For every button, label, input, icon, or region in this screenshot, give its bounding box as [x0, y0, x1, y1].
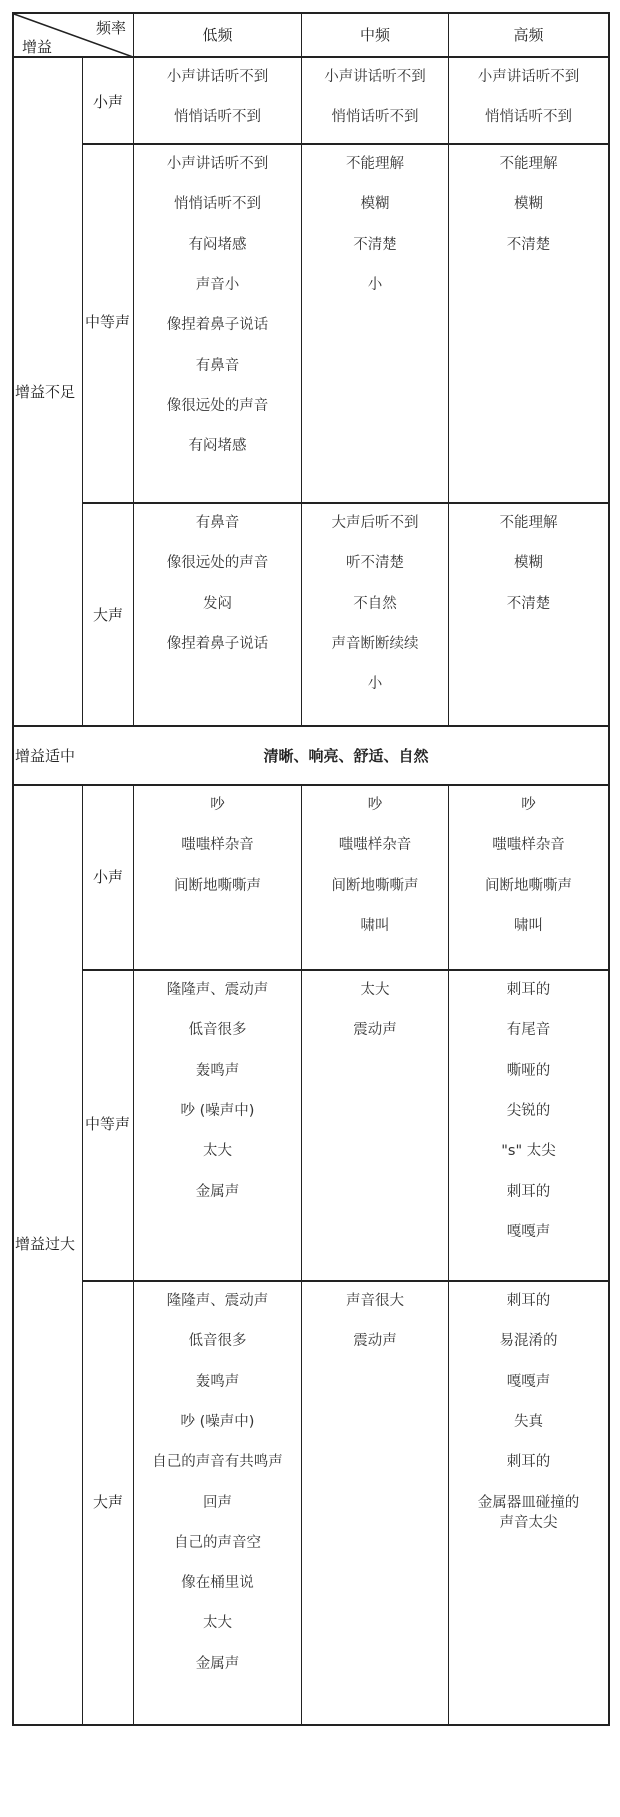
cell-item: 嗤嗤样杂音 [338, 837, 412, 854]
cell-item: 间断地嘶嘶声 [174, 877, 261, 894]
volume-label-loud: 大声 [93, 1493, 124, 1511]
cell-insufficient-loud-high [449, 504, 608, 725]
cell-item: 有闷堵感 [188, 438, 247, 455]
cell-item: 小声讲话听不到 [166, 69, 269, 85]
cell-item: 失真 [514, 1413, 543, 1430]
cell-excessive-loud-low [134, 1282, 301, 1724]
cell-item: 刺耳的 [506, 1454, 551, 1471]
cell-item: 吵 [367, 797, 383, 813]
cell-item: 不清楚 [506, 595, 551, 612]
cell-item: 吵 [210, 797, 225, 813]
cell-item: 低音很多 [188, 1022, 247, 1039]
cell-item: 声音小 [195, 276, 240, 293]
cell-item: 嘎嘎声 [506, 1223, 551, 1240]
section-label-excessive: 增益过大 [15, 1235, 76, 1253]
cell-item: 嗤嗤样杂音 [181, 837, 254, 854]
cell-item: 吵 (噪声中) [180, 1102, 255, 1119]
cell-item: 不清楚 [353, 236, 397, 253]
volume-label-soft: 小声 [93, 868, 124, 886]
column-divider [82, 784, 83, 1726]
cell-item: 模糊 [514, 196, 543, 213]
cell-item: 吵 (噪声中) [180, 1413, 255, 1430]
cell-item: 不能理解 [499, 515, 558, 531]
cell-item: 发闷 [203, 595, 232, 612]
cell-item: 啸叫 [360, 917, 390, 934]
cell-insufficient-soft-high [449, 58, 608, 143]
cell-item: "s" 太尖 [501, 1143, 556, 1160]
volume-label-medium: 中等声 [85, 313, 131, 331]
cell-excessive-soft-high [449, 786, 608, 969]
cell-item: 嘎嘎声 [506, 1373, 551, 1390]
cell-item: 刺耳的 [506, 1293, 551, 1309]
cell-excessive-medium-high [449, 971, 608, 1280]
cell-item: 啸叫 [514, 917, 543, 934]
cell-item: 金属声 [195, 1183, 240, 1200]
cell-item: 嘶哑的 [506, 1062, 551, 1079]
cell-item: 刺耳的 [506, 982, 551, 998]
volume-label-medium: 中等声 [85, 1115, 131, 1133]
cell-item: 小 [367, 676, 383, 693]
cell-item: 尖锐的 [506, 1102, 551, 1119]
cell-item: 像很远处的声音 [166, 555, 269, 572]
cell-item: 不清楚 [506, 236, 551, 253]
table-border-right [608, 12, 610, 1726]
cell-item: 模糊 [514, 555, 543, 572]
cell-item: 小声讲话听不到 [166, 156, 269, 172]
cell-item: 金属声 [195, 1655, 240, 1672]
cell-excessive-soft-low [134, 786, 301, 969]
cell-item: 悄悄话听不到 [174, 109, 261, 126]
corner-label-gain: 增益 [22, 38, 53, 56]
cell-item: 不能理解 [346, 156, 404, 172]
gain-frequency-table [12, 12, 610, 1807]
cell-excessive-loud-mid [302, 1282, 448, 1724]
cell-item: 太大 [203, 1143, 232, 1160]
cell-item: 声音断断续续 [331, 635, 419, 652]
cell-item: 悄悄话听不到 [174, 196, 261, 213]
cell-excessive-medium-mid [302, 971, 448, 1280]
cell-item: 回声 [203, 1494, 232, 1511]
cell-item: 轰鸣声 [195, 1062, 240, 1079]
column-header-low-label: 低频 [202, 26, 233, 44]
cell-item: 小声讲话听不到 [324, 69, 426, 85]
cell-item: 有尾音 [506, 1022, 551, 1039]
cell-item: 太大 [203, 1615, 232, 1632]
table-border-bottom [12, 1724, 610, 1726]
cell-item: 像捏着鼻子说话 [166, 635, 269, 652]
cell-item: 间断地嘶嘶声 [331, 877, 419, 894]
column-header-mid [302, 14, 448, 56]
cell-item: 像在桶里说 [181, 1575, 254, 1592]
section-label-insufficient: 增益不足 [15, 383, 76, 401]
cell-item: 像捏着鼻子说话 [166, 317, 269, 334]
corner-label-frequency: 频率 [96, 19, 127, 37]
cell-item: 自己的声音空 [174, 1534, 261, 1551]
cell-item: 震动声 [353, 1022, 397, 1039]
cell-item: 震动声 [353, 1333, 397, 1350]
cell-item: 低音很多 [188, 1333, 247, 1350]
section-label-moderate: 增益适中 [15, 747, 76, 765]
cell-item: 易混淆的 [499, 1333, 558, 1350]
cell-insufficient-loud-mid [302, 504, 448, 725]
cell-item: 大声后听不到 [331, 515, 419, 531]
column-header-high-label: 高频 [513, 26, 544, 44]
cell-item: 声音很大 [346, 1293, 404, 1309]
cell-item: 有鼻音 [195, 515, 240, 531]
cell-item: 有鼻音 [195, 357, 240, 374]
cell-item: 悄悄话听不到 [485, 109, 572, 126]
cell-item: 有闷堵感 [188, 236, 247, 253]
cell-item: 太大 [360, 982, 390, 998]
cell-item: 金属器皿碰撞的 声音太尖 [477, 1494, 580, 1531]
cell-item: 像很远处的声音 [166, 397, 269, 414]
cell-excessive-medium-low [134, 971, 301, 1280]
cell-excessive-soft-mid [302, 786, 448, 969]
cell-item: 自己的声音有共鸣声 [152, 1454, 283, 1471]
cell-insufficient-soft-low [134, 58, 301, 143]
column-header-low [134, 14, 301, 56]
moderate-gain-summary: 清晰、响亮、舒适、自然 [263, 747, 429, 765]
column-header-high [449, 14, 608, 56]
cell-item: 刺耳的 [506, 1183, 551, 1200]
column-header-mid-label: 中频 [359, 26, 390, 44]
volume-label-loud: 大声 [93, 606, 124, 624]
cell-insufficient-loud-low [134, 504, 301, 725]
column-divider [82, 56, 83, 726]
cell-item: 小声讲话听不到 [477, 69, 580, 85]
cell-item: 嗤嗤样杂音 [492, 837, 565, 854]
volume-label-soft: 小声 [93, 93, 124, 111]
cell-item: 轰鸣声 [195, 1373, 240, 1390]
cell-item: 悄悄话听不到 [331, 109, 419, 126]
cell-insufficient-medium-low [134, 145, 301, 502]
cell-item: 隆隆声、震动声 [166, 982, 269, 998]
cell-item: 间断地嘶嘶声 [485, 877, 572, 894]
cell-item: 不能理解 [499, 156, 558, 172]
cell-insufficient-medium-high [449, 145, 608, 502]
cell-excessive-loud-high [449, 1282, 608, 1724]
cell-item: 隆隆声、震动声 [166, 1293, 269, 1309]
cell-item: 吵 [521, 797, 536, 813]
section-divider [12, 725, 610, 727]
cell-item: 不自然 [353, 595, 397, 612]
cell-item: 听不清楚 [346, 555, 404, 572]
cell-insufficient-medium-mid [302, 145, 448, 502]
cell-item: 小 [367, 276, 383, 293]
cell-insufficient-soft-mid [302, 58, 448, 143]
table-border-left [12, 12, 14, 1726]
cell-item: 模糊 [360, 196, 390, 213]
